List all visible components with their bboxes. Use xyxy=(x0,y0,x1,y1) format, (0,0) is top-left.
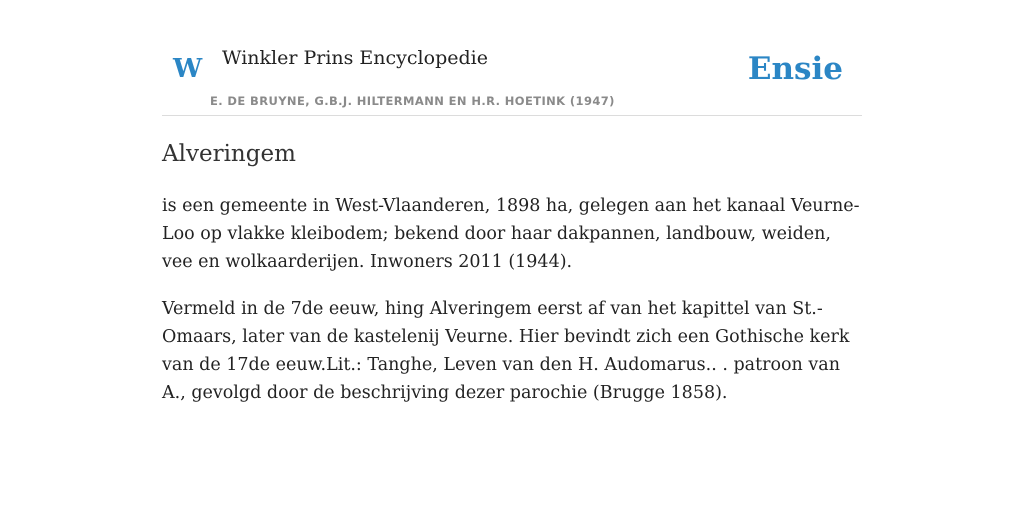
article-paragraph-1: is een gemeente in West-Vlaanderen, 1898 ha, gelegen aan het kanaal Veurne-Loo op vlakke kleibodem; bekend door haar dakpannen, landbouw, weiden, vee en wolkaarderijen. Inwoners 2011 (1944). xyxy=(162,196,860,272)
ensie-logo-link[interactable]: Ensie xyxy=(747,51,843,87)
article-title: Alveringem xyxy=(162,141,296,167)
encyclopedia-logo[interactable]: W xyxy=(173,54,203,84)
header xyxy=(162,0,862,116)
book-title[interactable]: Winkler Prins Encyclopedie xyxy=(222,47,488,69)
book-authors: E. DE BRUYNE, G.B.J. HILTERMANN EN H.R. HOETINK (1947) xyxy=(210,94,615,108)
page-container xyxy=(162,0,862,403)
article-paragraph-2: Vermeld in de 7de eeuw, hing Alveringem eerst af van het kapittel van St.-Omaars, later van de kastelenij Veurne. Hier bevindt zich een Gothische kerk van de 17de eeuw.Lit.: Tanghe, Leven van den H. Audomarus.. . patroon van A., gevolgd door de beschrijving dezer parochie (Brugge 1858). xyxy=(162,299,850,403)
